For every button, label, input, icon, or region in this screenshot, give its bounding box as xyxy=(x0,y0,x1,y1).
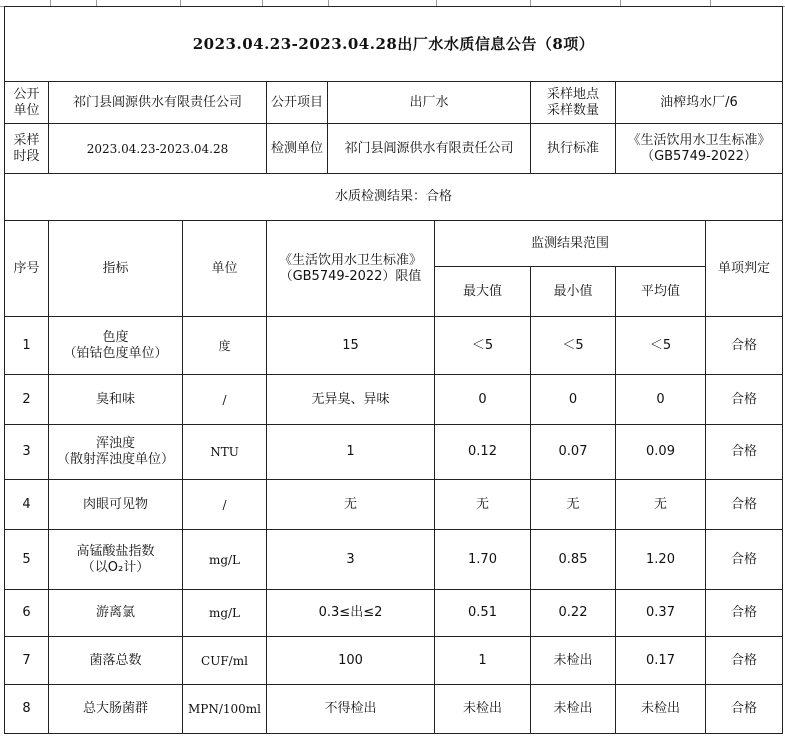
indicator-line: 浑浊度 xyxy=(95,436,135,451)
cell-limit[interactable]: 15 xyxy=(267,317,435,375)
cell-unit[interactable]: / xyxy=(183,480,267,530)
cell-min[interactable]: 0.07 xyxy=(531,425,616,480)
table-row xyxy=(5,530,783,590)
cell-min[interactable]: 未检出 xyxy=(531,685,616,734)
cell-avg[interactable]: 1.20 xyxy=(616,530,706,590)
table-title[interactable]: 2023.04.23-2023.04.28出厂水水质信息公告（8项） xyxy=(5,7,783,82)
cell-no[interactable]: 5 xyxy=(5,530,49,590)
label-line: 单位 xyxy=(13,102,40,118)
cell-verdict[interactable]: 合格 xyxy=(706,685,783,734)
label-line: 采样数量 xyxy=(546,102,599,118)
cell-max[interactable]: 0.12 xyxy=(435,425,531,480)
cell-indicator[interactable] xyxy=(49,530,183,590)
cell-unit[interactable]: mg/L xyxy=(183,590,267,637)
cell-limit[interactable]: 3 xyxy=(267,530,435,590)
table-row xyxy=(5,425,783,480)
table-row xyxy=(5,590,783,637)
cell-verdict[interactable]: 合格 xyxy=(706,590,783,637)
cell-limit[interactable]: 100 xyxy=(267,637,435,685)
standard-value[interactable] xyxy=(616,124,783,174)
header-range[interactable]: 监测结果范围 xyxy=(435,221,706,267)
cell-max[interactable]: 1.70 xyxy=(435,530,531,590)
header-unit[interactable]: 单位 xyxy=(183,221,267,317)
publish-item-label[interactable]: 公开项目 xyxy=(267,82,328,124)
table-row xyxy=(5,480,783,530)
cell-avg[interactable]: 0.37 xyxy=(616,590,706,637)
sampling-period-value[interactable]: 2023.04.23-2023.04.28 xyxy=(49,124,267,174)
cell-limit[interactable]: 0.3≤出≤2 xyxy=(267,590,435,637)
table-row xyxy=(5,685,783,734)
cell-verdict[interactable]: 合格 xyxy=(706,480,783,530)
cell-avg[interactable]: 0 xyxy=(616,375,706,425)
indicator-line: 高锰酸盐指数 xyxy=(76,543,155,559)
cell-limit[interactable]: 无异臭、异味 xyxy=(267,375,435,425)
standard-label[interactable]: 执行标准 xyxy=(531,124,616,174)
standard-line: 《生活饮用水卫生标准》 xyxy=(627,132,771,148)
publish-unit-value[interactable]: 祁门县阊源供水有限责任公司 xyxy=(49,82,267,124)
header-avg[interactable]: 平均值 xyxy=(616,267,706,317)
cell-no[interactable]: 2 xyxy=(5,375,49,425)
cell-max[interactable]: 0 xyxy=(435,375,531,425)
label-line: 公开 xyxy=(13,86,40,102)
cell-avg[interactable]: 0.09 xyxy=(616,425,706,480)
table-row xyxy=(5,317,783,375)
testing-unit-value[interactable]: 祁门县阊源供水有限责任公司 xyxy=(328,124,531,174)
cell-indicator[interactable] xyxy=(49,685,183,734)
header-min[interactable]: 最小值 xyxy=(531,267,616,317)
cell-avg[interactable]: ＜5 xyxy=(616,317,706,375)
cell-unit[interactable]: NTU xyxy=(183,425,267,480)
water-quality-table xyxy=(4,6,783,734)
indicator-line: （以O₂计） xyxy=(81,559,150,575)
cell-verdict[interactable]: 合格 xyxy=(706,375,783,425)
indicator-line: （铂钴色度单位） xyxy=(63,345,168,361)
label-line: 时段 xyxy=(13,148,40,164)
cell-min[interactable]: 未检出 xyxy=(531,637,616,685)
testing-unit-label[interactable]: 检测单位 xyxy=(267,124,328,174)
indicator-line: 臭和味 xyxy=(95,391,135,407)
cell-max[interactable]: 0.51 xyxy=(435,590,531,637)
cell-avg[interactable]: 未检出 xyxy=(616,685,706,734)
cell-unit[interactable]: / xyxy=(183,375,267,425)
publish-unit-label[interactable] xyxy=(5,82,49,124)
cell-no[interactable]: 7 xyxy=(5,637,49,685)
cell-min[interactable]: 0.22 xyxy=(531,590,616,637)
cell-indicator[interactable] xyxy=(49,317,183,375)
label-line: 采样地点 xyxy=(546,86,599,102)
cell-max[interactable]: 未检出 xyxy=(435,685,531,734)
cell-unit[interactable]: mg/L xyxy=(183,530,267,590)
label-line: 采样 xyxy=(13,132,40,148)
cell-min[interactable]: 0 xyxy=(531,375,616,425)
cell-no[interactable]: 3 xyxy=(5,425,49,480)
cell-min[interactable]: 0.85 xyxy=(531,530,616,590)
cell-verdict[interactable]: 合格 xyxy=(706,637,783,685)
cell-verdict[interactable]: 合格 xyxy=(706,425,783,480)
cell-unit[interactable]: MPN/100ml xyxy=(183,685,267,734)
cell-limit[interactable]: 1 xyxy=(267,425,435,480)
cell-no[interactable]: 6 xyxy=(5,590,49,637)
cell-max[interactable]: ＜5 xyxy=(435,317,531,375)
header-limit[interactable] xyxy=(267,221,435,317)
cell-max[interactable]: 1 xyxy=(435,637,531,685)
cell-indicator[interactable] xyxy=(49,375,183,425)
cell-limit[interactable]: 无 xyxy=(267,480,435,530)
header-no[interactable]: 序号 xyxy=(5,221,49,317)
sampling-period-label[interactable] xyxy=(5,124,49,174)
cell-unit[interactable]: CUF/ml xyxy=(183,637,267,685)
header-indicator[interactable]: 指标 xyxy=(49,221,183,317)
sampling-site-value[interactable]: 油榨坞水厂/6 xyxy=(616,82,783,124)
cell-limit[interactable]: 不得检出 xyxy=(267,685,435,734)
cell-verdict[interactable]: 合格 xyxy=(706,530,783,590)
cell-indicator[interactable] xyxy=(49,637,183,685)
cell-indicator[interactable] xyxy=(49,590,183,637)
cell-indicator[interactable] xyxy=(49,480,183,530)
header-max[interactable]: 最大值 xyxy=(435,267,531,317)
cell-max[interactable]: 无 xyxy=(435,480,531,530)
cell-avg[interactable]: 无 xyxy=(616,480,706,530)
cell-min[interactable]: ＜5 xyxy=(531,317,616,375)
publish-item-value[interactable]: 出厂水 xyxy=(328,82,531,124)
cell-unit[interactable]: 度 xyxy=(183,317,267,375)
cell-verdict[interactable]: 合格 xyxy=(706,317,783,375)
cell-avg[interactable]: 0.17 xyxy=(616,637,706,685)
table-row xyxy=(5,637,783,685)
cell-no[interactable]: 1 xyxy=(5,317,49,375)
standard-line: （GB5749-2022） xyxy=(641,148,757,164)
indicator-line: 色度 xyxy=(102,329,129,345)
table-row xyxy=(5,375,783,425)
result-summary[interactable]: 水质检测结果：合格 xyxy=(5,174,783,221)
cell-indicator[interactable] xyxy=(49,425,183,480)
cell-no[interactable]: 8 xyxy=(5,685,49,734)
indicator-line: 总大肠菌群 xyxy=(82,701,148,716)
header-line: （GB5749-2022）限值 xyxy=(279,268,422,284)
sampling-site-label[interactable] xyxy=(531,82,616,124)
indicator-line: （散射浑浊度单位） xyxy=(56,452,174,467)
header-line: 《生活饮用水卫生标准》 xyxy=(278,252,422,268)
indicator-line: 游离氯 xyxy=(95,605,135,620)
header-verdict[interactable]: 单项判定 xyxy=(706,221,783,317)
indicator-line: 肉眼可见物 xyxy=(82,496,148,512)
cell-no[interactable]: 4 xyxy=(5,480,49,530)
indicator-line: 菌落总数 xyxy=(89,652,142,668)
data-rows xyxy=(5,317,783,734)
cell-min[interactable]: 无 xyxy=(531,480,616,530)
